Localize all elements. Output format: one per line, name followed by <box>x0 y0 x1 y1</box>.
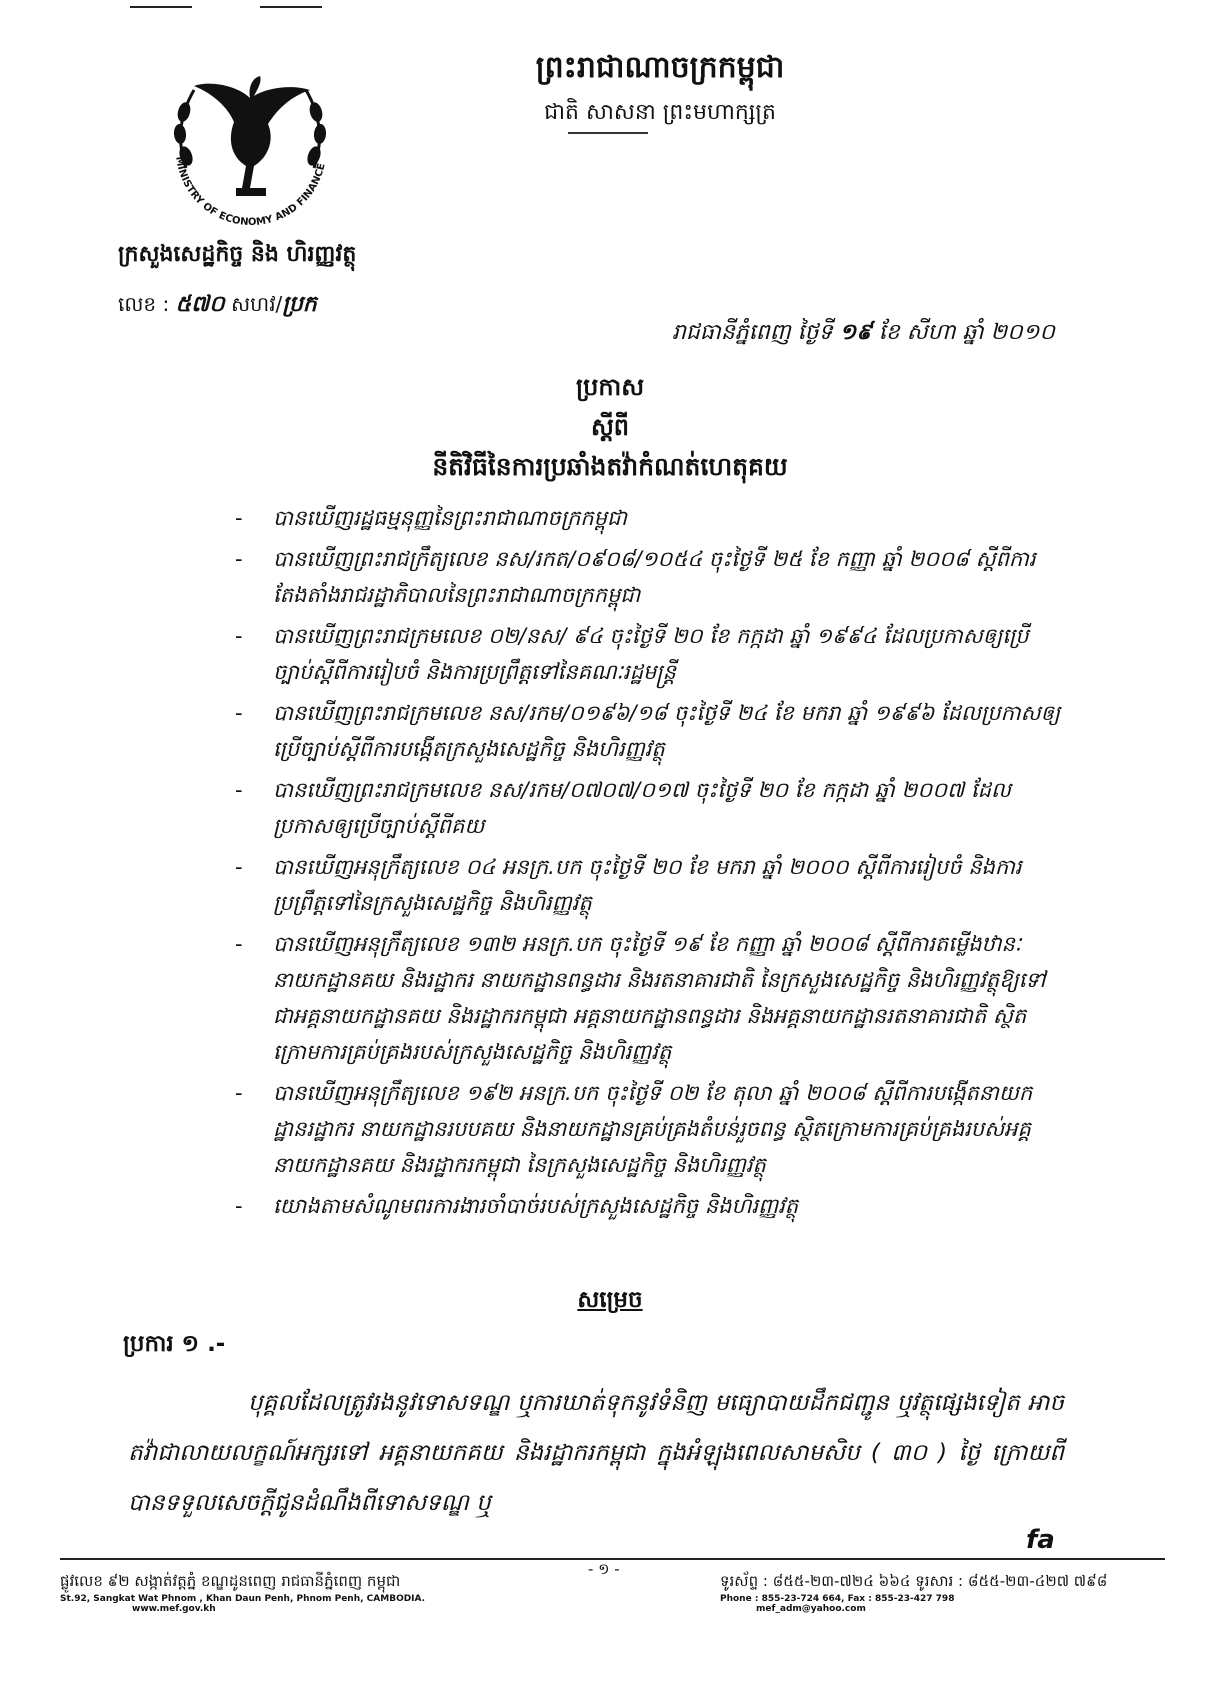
list-item: - បានឃើញអនុក្រឹត្យលេខ ១៩២ អនក្រ.បក ចុះថ្ងៃទី ០២ ខែ តុលា ឆ្នាំ ២០០៨ ស្តីពីការបង្កើតនាយកដ្ឋានរដ្ឋាករ នាយកដ្ឋានរបបគយ និងនាយកដ្ឋានគ្រប់គ្រងតំបន់រួចពន្ធ ស្ថិតក្រោមការគ្រប់គ្រងរបស់អគ្គនាយកដ្ឋានគយ និងរដ្ឋាករកម្ពុជា នៃក្រសួងសេដ្ឋកិច្ច និងហិរញ្ញវត្ថុ <box>235 1081 1033 1177</box>
date-day-handwritten: ១៩ <box>839 320 872 345</box>
kingdom-title: ព្រះរាជាណាចក្រកម្ពុជា <box>535 50 785 85</box>
list-item: - បានឃើញរដ្ឋធម្មនុញ្ញនៃព្រះរាជាណាចក្រកម្ពុជា <box>235 506 627 530</box>
motto-ornament-divider <box>568 132 648 134</box>
top-rule-right <box>260 6 322 8</box>
footer-phone-khmer: ទូរស័ព្ទ : ៨៥៥-២៣-៧២៤ ៦៦៤ ទូរសារ : ៨៥៥-២៣-៤២៧ ៧៩៨ <box>720 1572 1108 1590</box>
list-item: - យោងតាមសំណូមពរការងារចាំបាច់របស់ក្រសួងសេដ្ឋកិច្ច និងហិរញ្ញវត្ថុ <box>235 1194 799 1218</box>
document-date <box>672 318 1055 350</box>
document-about-label: ស្តីពី <box>590 413 630 441</box>
footer-contact-block <box>720 1572 1180 1614</box>
top-rule-left <box>130 6 192 8</box>
list-item: - បានឃើញអនុក្រឹត្យលេខ ១៣២ អនក្រ.បក ចុះថ្ងៃទី ១៩ ខែ កញ្ញា ឆ្នាំ ២០០៨ ស្តីពីការតម្លើងឋានៈនាយកដ្ឋានគយ និងរដ្ឋាករ នាយកដ្ឋានពន្ធដារ និងរតនាគារជាតិ នៃក្រសួងសេដ្ឋកិច្ច និងហិរញ្ញវត្ថុឱ្យទៅជាអគ្គនាយកដ្ឋានគយ និងរដ្ឋាករកម្ពុជា អគ្គនាយកដ្ឋានពន្ធដារ និងអគ្គនាយកដ្ឋានរតនាគារជាតិ ស្ថិតក្រោមការគ្រប់គ្រងរបស់ក្រសួងសេដ្ឋកិច្ច និងហិរញ្ញវត្ថុ <box>235 932 1046 1064</box>
date-prefix: រាជធានីភ្នំពេញ ថ្ងៃទី <box>671 320 833 345</box>
seal-text: MINISTRY OF ECONOMY AND FINANCE <box>173 155 328 229</box>
article-heading: ប្រការ ១ .- <box>123 1331 226 1357</box>
ministry-seal-logo <box>150 38 350 238</box>
footer-address-english: St.92, Sangkat Wat Phnom , Khan Daun Penh, Phnom Penh, CAMBODIA. <box>60 1594 426 1604</box>
footer-address-block <box>60 1572 580 1614</box>
reference-number-handwritten: ៥៧០ <box>175 292 225 317</box>
reference-label: លេខ : <box>118 292 170 316</box>
article-body-text: បុគ្គលដែលត្រូវរងនូវទោសទណ្ឌ ឬការឃាត់ទុកនូវទំនិញ មធ្យោបាយដឹកជញ្ជូន ឬវត្ថុផ្សេងទៀត អាចតវ៉ាជាលាយលក្ខណ៍អក្សរទៅ អគ្គនាយកគយ និងរដ្ឋាករកម្ពុជា ក្នុងអំឡុងពេលសាមសិប ( ៣០ ) ថ្ងៃ ក្រោយពីបានទទួលសេចក្តីជូនដំណឹងពីទោសទណ្ឌ ឬ <box>128 1390 1064 1516</box>
reference-suffix: សហវ/ <box>231 292 283 316</box>
footer-address-khmer: ផ្លូវលេខ ៩២ សង្កាត់វត្តភ្នំ ខណ្ឌដូនពេញ រាជធានីភ្នំពេញ កម្ពុជា <box>60 1572 401 1590</box>
legal-references-list <box>235 500 1065 1229</box>
handwritten-initials: fa <box>1026 1525 1055 1555</box>
document-subject-title: នីតិវិធីនៃការប្រឆាំងតវ៉ាកំណត់ហេតុគយ <box>432 452 788 481</box>
list-item: - បានឃើញព្រះរាជក្រឹត្យលេខ នស/រកត/០៩០៨/១០៥៤ ចុះថ្ងៃទី ២៥ ខែ កញ្ញា ឆ្នាំ ២០០៨ ស្តីពីការតែងតាំងរាជរដ្ឋាភិបាលនៃព្រះរាជាណាចក្រកម្ពុជា <box>235 547 1036 607</box>
list-item: - បានឃើញព្រះរាជក្រមលេខ ០២/នស/ ៩៤ ចុះថ្ងៃទី ២០ ខែ កក្កដា ឆ្នាំ ១៩៩៤ ដែលប្រកាសឲ្យប្រើច្បាប់ស្តីពីការរៀបចំ និងការប្រព្រឹត្តទៅនៃគណៈរដ្ឋមន្ត្រី <box>235 624 1029 684</box>
ministry-name: ក្រសួងសេដ្ឋកិច្ច និង ហិរញ្ញវត្ថុ <box>118 242 357 267</box>
footer-phone-english: Phone : 855-23-724 664, Fax : 855-23-427 798 <box>720 1594 955 1604</box>
date-rest: ខែ សីហា ឆ្នាំ ២០១០ <box>878 320 1055 345</box>
reference-suffix-handwritten: ប្រក <box>282 292 317 317</box>
footer-website-link[interactable]: www.mef.gov.kh <box>132 1604 216 1614</box>
list-item: - បានឃើញព្រះរាជក្រមលេខ នស/រកម/០១៩៦/១៨ ចុះថ្ងៃទី ២៤ ខែ មករា ឆ្នាំ ១៩៩៦ ដែលប្រកាសឲ្យប្រើច្បាប់ស្តីពីការបង្កើតក្រសួងសេដ្ឋកិច្ច និងហិរញ្ញវត្ថុ <box>235 701 1061 761</box>
national-motto: ជាតិ សាសនា ព្រះមហាក្សត្រ <box>544 100 776 125</box>
reference-number <box>118 290 498 322</box>
decision-heading: សម្រេច <box>577 1287 643 1313</box>
list-item: - បានឃើញអនុក្រឹត្យលេខ ០៤ អនក្រ.បក ចុះថ្ងៃទី ២០ ខែ មករា ឆ្នាំ ២០០០ ស្តីពីការរៀបចំ និងការប្រព្រឹត្តទៅនៃក្រសួងសេដ្ឋកិច្ច និងហិរញ្ញវត្ថុ <box>235 855 1022 915</box>
footer-email-link[interactable]: mef_adm@yahoo.com <box>756 1604 866 1614</box>
list-item: - បានឃើញព្រះរាជក្រមលេខ នស/រកម/០៧០៧/០១៧ ចុះថ្ងៃទី ២០ ខែ កក្កដា ឆ្នាំ ២០០៧ ដែលប្រកាសឲ្យប្រើច្បាប់ស្តីពីគយ <box>235 778 1011 838</box>
document-type-title: ប្រកាស <box>575 373 645 401</box>
page-number: - ១ - <box>588 1560 620 1578</box>
